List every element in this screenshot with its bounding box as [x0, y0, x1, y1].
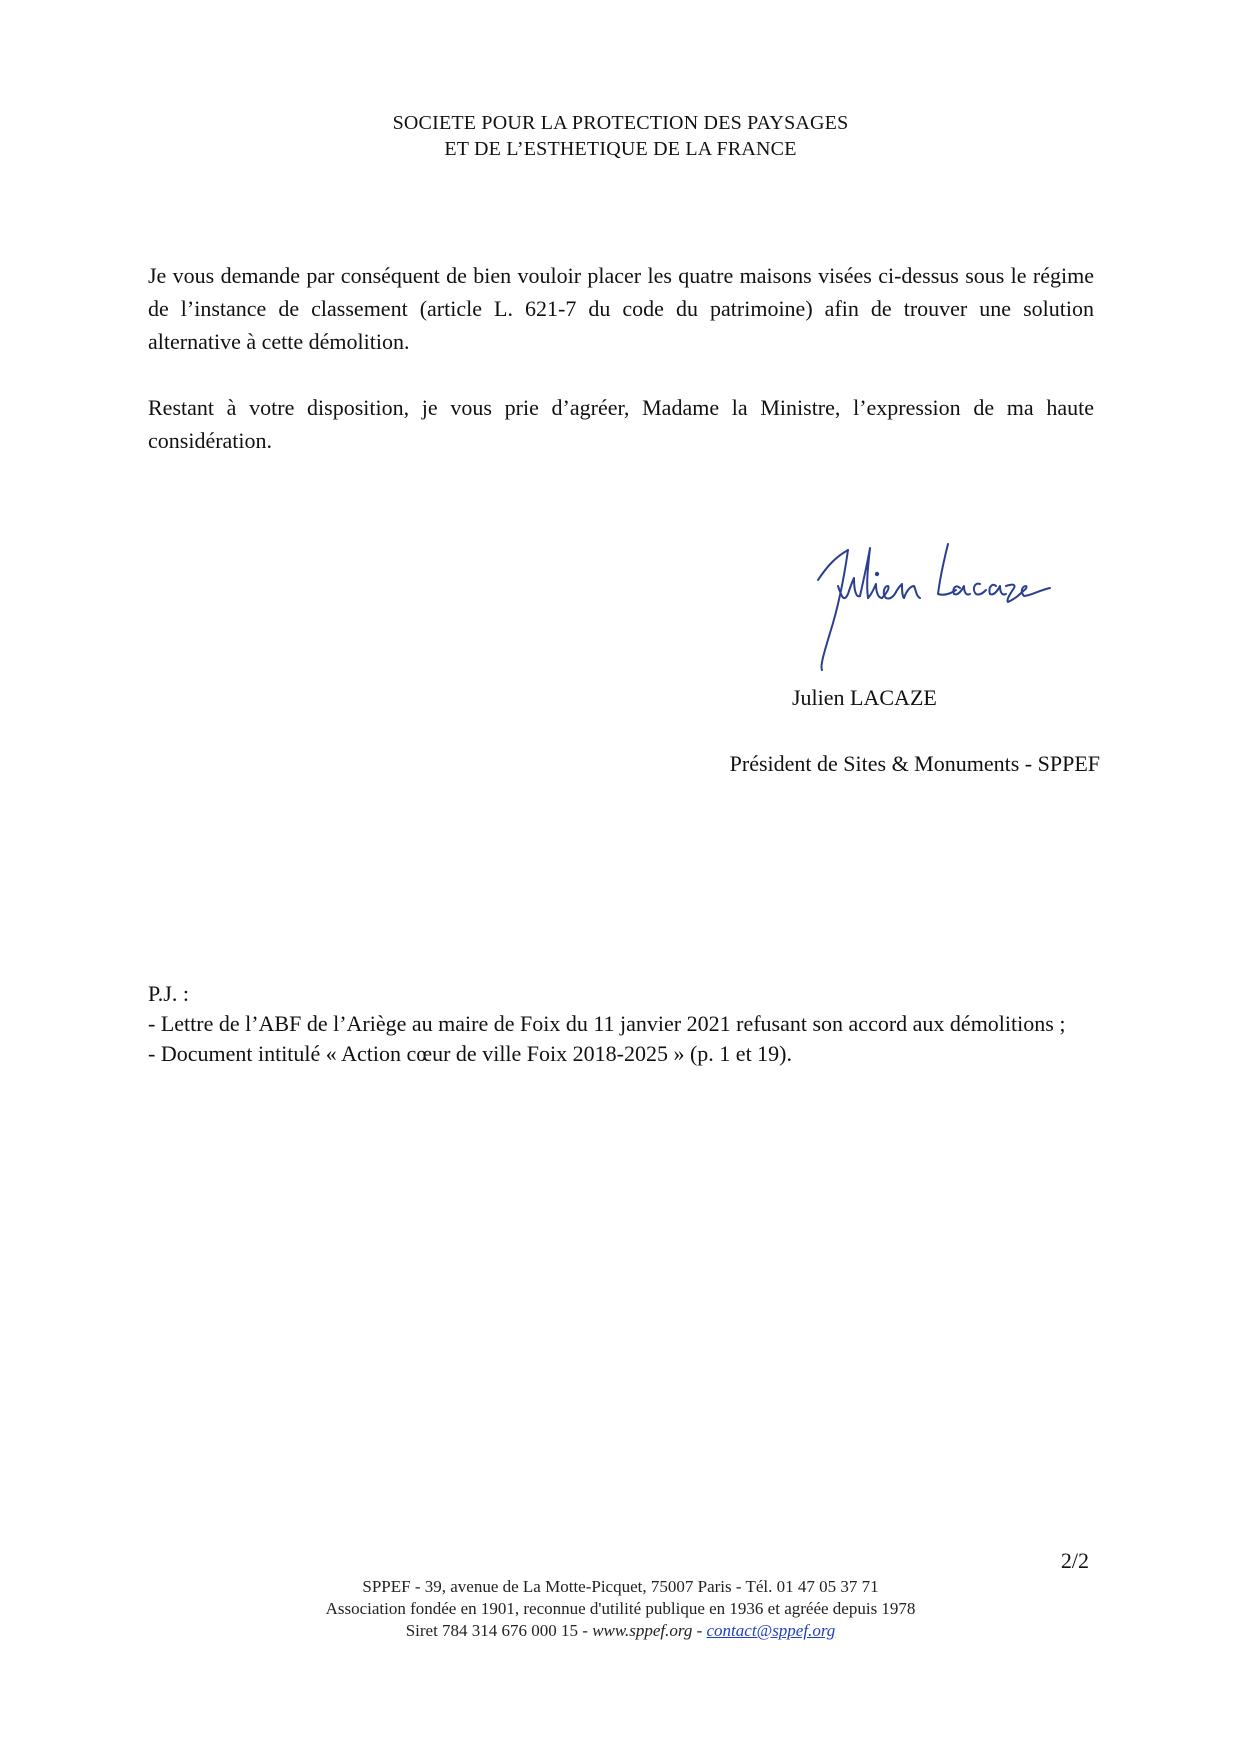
signer-name: Julien LACAZE — [792, 685, 937, 710]
letterhead — [0, 110, 1241, 162]
letterhead-line-2: ET DE L’ESTHETIQUE DE LA FRANCE — [444, 138, 797, 160]
footer-website: www.sppef.org — [592, 1621, 693, 1640]
page-number: 2/2 — [1060, 1548, 1089, 1573]
signer-title: Président de Sites & Monuments - SPPEF — [729, 751, 1100, 776]
footer — [0, 1576, 1241, 1642]
body-paragraph-closing: Restant à votre disposition, je vous prie d’agréer, Madame la Ministre, l’expression de ma haute considération. — [148, 395, 1094, 453]
body-paragraph-request: Je vous demande par conséquent de bien vouloir placer les quatre maisons visées ci-dessus sous le régime de l’instance de classement (article L. 621-7 du code du patrimoine) afin de trouver une solution alternative à cette démolition. — [148, 263, 1094, 354]
letterhead-line-1: SOCIETE POUR LA PROTECTION DES PAYSAGES — [392, 112, 849, 134]
attachments-section — [148, 979, 1100, 1069]
footer-email-link[interactable]: contact@sppef.org — [706, 1621, 836, 1640]
footer-separator: - — [692, 1621, 707, 1640]
footer-siret: Siret 784 314 676 000 15 - — [405, 1621, 593, 1640]
attachment-item: - Lettre de l’ABF de l’Ariège au maire de Foix du 11 janvier 2021 refusant son accord aux démolitions ; — [148, 1011, 1066, 1036]
attachments-label: P.J. : — [148, 981, 189, 1006]
footer-address: SPPEF - 39, avenue de La Motte-Picquet, 75007 Paris - Tél. 01 47 05 37 71 — [362, 1577, 879, 1596]
handwritten-signature — [808, 538, 1053, 678]
footer-contact-line — [0, 1620, 1241, 1642]
attachment-item: - Document intitulé « Action cœur de ville Foix 2018-2025 » (p. 1 et 19). — [148, 1041, 793, 1066]
footer-association: Association fondée en 1901, reconnue d'utilité publique en 1936 et agréée depuis 1978 — [325, 1599, 916, 1618]
